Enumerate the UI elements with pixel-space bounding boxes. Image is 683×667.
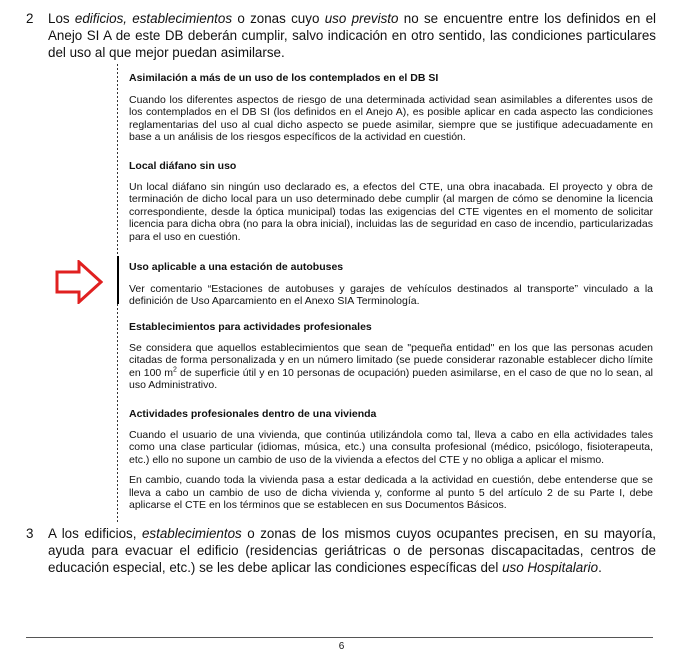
- comment-title: Local diáfano sin uso: [129, 160, 237, 172]
- paragraph-2: [26, 10, 656, 61]
- comment-body: En cambio, cuando toda la vivienda pasa a estar dedicada a la actividad en cuestión, debe entenderse que se lleva a cabo un cambio de uso de dicha vivienda y, conforme al punto 5 del artículo 2 de su Parte I, debe aplicarse el CTE en los términos que se establecen en sus Documentos Básicos.: [129, 474, 653, 511]
- footer-divider: [26, 637, 653, 638]
- highlight-margin-bar: [117, 256, 119, 304]
- comment-body: Cuando los diferentes aspectos de riesgo de una determinada actividad sean asimilables a diferentes usos de los contemplados en el DB SI (los definidos en el Anejo A), es posible aplicar en cada aspecto las condiciones reglamentarias del uso al cual dicho aspecto se puede asimilar, siempre que se justifique adecuadamente en base a un análisis de los riesgos específicos de la actividad en cuestión.: [129, 93, 653, 143]
- paragraph-3: [26, 525, 656, 576]
- paragraph-text: A los edificios, establecimientos o zonas de los mismos cuyos ocupantes precisen, en su mayoría, ayuda para evacuar el edificio (residencias geriátricas o de personas discapacitadas, centros de educación especial, etc.) se les debe aplicar las condiciones específicas del uso Hospitalario.: [48, 526, 656, 575]
- paragraph-number: 3: [26, 526, 34, 541]
- arrow-right-outline-icon: [55, 260, 103, 304]
- comment-block-highlighted: [129, 261, 653, 308]
- italic-term: establecimientos: [141, 526, 242, 541]
- comment-body: Ver comentario “Estaciones de autobuses y garajes de vehículos destinados al transporte” vinculado a la definición de Uso Aparcamiento en el Anexo SIA Terminología.: [129, 282, 653, 307]
- page-number: 6: [338, 641, 345, 652]
- comment-block: [129, 408, 653, 512]
- comment-body: Un local diáfano sin ningún uso declarado es, a efectos del CTE, una obra inacabada. El proyecto y obra de terminación de dicho local para un uso determinado debe cumplir (al margen de cómo se denomine la licencia correspondiente, desde la óptica municipal) todas las exigencias del CTE vigentes en el momento de solicitar licencia para dicha obra (no para la obra inicial), incluidas las de seguridad en caso de incendio, particularizadas para el uso en cuestión.: [129, 180, 653, 243]
- comments-section: [117, 64, 653, 522]
- comment-title: Uso aplicable a una estación de autobuses: [129, 261, 344, 273]
- italic-term: edificios, establecimientos: [74, 11, 233, 26]
- comment-title: Asimilación a más de un uso de los contemplados en el DB SI: [129, 72, 439, 84]
- paragraph-text: Los edificios, establecimientos o zonas cuyo uso previsto no se encuentre entre los definidos en el Anejo SI A de este DB deberán cumplir, salvo indicación en otro sentido, las condiciones particulares del uso al que mejor puedan asimilarse.: [48, 11, 656, 60]
- italic-term: uso Hospitalario: [502, 560, 599, 575]
- comment-body: Cuando el usuario de una vivienda, que continúa utilizándola como tal, lleva a cabo en ella actividades tales como una clase particular (idiomas, música, etc.) una consulta profesional (médico, psicólogo, fisioterapeuta, etc.) ello no supone un cambio de uso de la vivienda a efectos del CTE y no obliga a aplicar el mismo.: [129, 428, 653, 466]
- comment-block: [129, 321, 653, 392]
- paragraph-number: 2: [26, 11, 34, 26]
- comment-title: Establecimientos para actividades profesionales: [129, 321, 372, 333]
- comment-block: [129, 160, 653, 243]
- italic-term: uso previsto: [324, 11, 399, 26]
- comment-body: Se considera que aquellos establecimientos que sean de "pequeña entidad" en los que las personas acuden citadas de forma personalizada y en un número limitado (se puede considerar razonable establecer dicho límite en 100 $m^2$ de superficie útil y en 10 personas de ocupación) pueden asimilarse, en el caso de que no lo sean, al uso Administrativo.: [129, 341, 653, 391]
- comment-title: Actividades profesionales dentro de una vivienda: [129, 408, 377, 420]
- comment-block: [129, 72, 653, 144]
